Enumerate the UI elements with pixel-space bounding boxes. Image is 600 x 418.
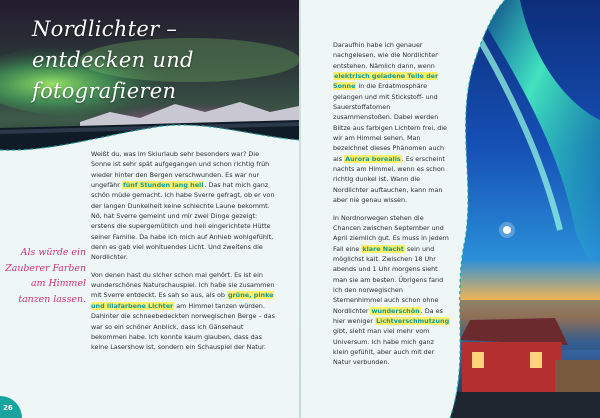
aurora-photo-right [440,0,600,418]
left-paragraph-1 [91,149,280,263]
page-title: Nordlichter – entdecken und fotografieren [32,17,194,103]
text-run: Daraufhin habe ich genauer nachgelesen, wie die Nordlichter entstehen. Nämlich dann, wenn [333,41,438,70]
page-gutter [299,0,301,418]
right-paragraph-2 [333,213,451,368]
highlighted-term: grüne, pinke und lilafarbene Lichter [91,291,274,310]
text-run: Von denen hast du sicher schon mal gehört. Es ist ein wunderschönes Naturschauspiel. Ich habe sie zusammen mit Sverre entdeckt. Es sah so aus, als ob [91,270,275,300]
page-number: 26 [3,404,13,412]
right-paragraph-1 [333,40,451,206]
highlighted-term: elektrisch geladene Teile der Sonne [333,72,439,91]
highlighted-term: fünf Stunden lang hell [122,181,204,190]
right-text-column [333,40,451,375]
left-text-column [91,149,280,360]
text-run: gibt, sieht man viel mehr vom Universum. Ich habe mich ganz klein gefühlt, aber auch mit der Natur verbunden. [333,327,435,367]
margin-quote: Als würde ein Zauberer Farben am Himmel tanzen lassen. [5,247,86,305]
highlighted-term: wunderschön [371,306,420,315]
text-run: am Himmel tanzen würden. Dahinter die schneebedeckten norwegischen Berge – das war so ein schöner Anblick, dass ich Gänsehaut bekommen habe. Ich konnte kaum glauben, dass das keine Lasershow ist, sondern ein Schauspiel der Natur. [91,301,275,352]
left-paragraph-2 [91,270,280,353]
text-run: in die Erdatmosphäre gelangen und mit Stickstoff- und Sauerstoffatomen zusammenstoßen. Dabei werden Blitze aus farbigen Lichtern frei, die wir am Himmel sehen. Man bezeichnet dieses Phänomen auch als [333,82,447,163]
text-run: In Nordnorwegen stehen die Chancen zwischen September und April ziemlich gut. Es muss in jedem Fall eine [333,213,449,253]
text-run: . Da es hier weniger [333,306,443,325]
highlighted-term: Aurora borealis [345,154,401,163]
text-run: Weißt du, was im Skiurlaub sehr besonders war? Die Sonne ist sehr spät aufgegangen und schon richtig früh wieder hinter den Bergen verschwunden. Es war nur ungefähr [91,150,270,190]
text-run: . Das hat mich ganz schön müde gemacht. Ich habe Sverre gefragt, ob er von der langen Dunkelheit keine schlechte Laune bekommt. Nö, hat Sverre gemeint und mir zwei Dinge gezeigt: erstens die supergemütlich und hell eingerichtete Hütte seiner Familie. Da habe ich mich auf Anhieb wohlgefühlt, denn es gab viel wohltuendes Licht. Und zweitens die Nordlichter. [91,181,275,262]
text-run: sein und möglichst kalt. Zwischen 18 Uhr abends und 1 Uhr morgens sieht man sie am besten. Übrigens fand ich den norwegischen Sternenhimmel auch schon ohne Nordlichter [333,244,444,315]
highlighted-term: Lichtverschmutzung [376,316,450,325]
highlighted-term: klare Nacht [362,244,404,253]
text-run: . Es erscheint nachts am Himmel, wenn es schon richtig dunkel ist. Wann die Nordlichter auftauchen, kann man aber nie genau wissen. [333,154,445,205]
